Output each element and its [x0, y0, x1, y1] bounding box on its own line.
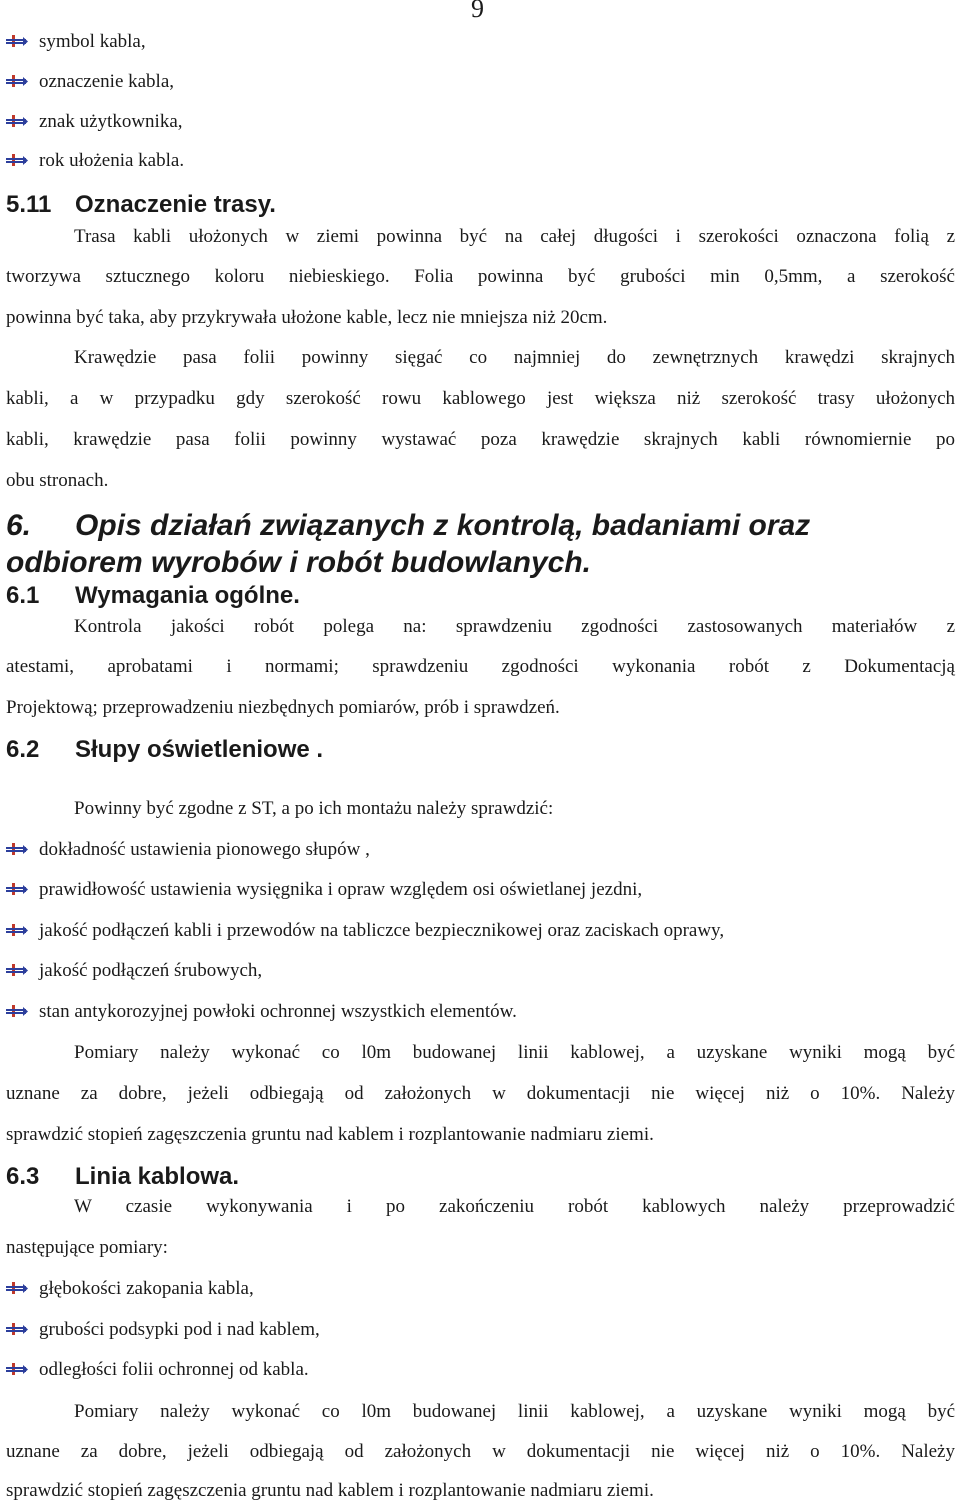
section-title: Oznaczenie trasy.	[75, 191, 276, 218]
list-item-text: rok ułożenia kabla.	[39, 150, 185, 171]
bullet-arrow-icon	[6, 841, 28, 857]
bullet-arrow-icon	[6, 881, 28, 897]
section-number: 5.11	[6, 191, 52, 218]
bullet-arrow-icon	[6, 1003, 28, 1019]
chapter-heading-6	[6, 508, 810, 544]
section-number: 6.	[6, 509, 32, 542]
bullet-arrow-icon	[6, 33, 28, 49]
section-number: 6.1	[6, 582, 40, 609]
page-number: 9	[471, 0, 484, 23]
list-item-text: symbol kabla,	[39, 31, 146, 52]
paragraph-line: W czasie wykonywania i po zakończeniu robót kablowych należy przeprowadzić	[74, 1196, 955, 1217]
bullet-arrow-icon	[6, 113, 28, 129]
bullet-arrow-icon	[6, 1361, 28, 1377]
paragraph-line: Pomiary należy wykonać co l0m budowanej linii kablowej, a uzyskane wyniki mogą być	[74, 1401, 955, 1422]
bullet-arrow-icon	[6, 73, 28, 89]
list-item-text: oznaczenie kabla,	[39, 71, 175, 92]
section-heading-6-3	[6, 1163, 239, 1191]
section-title: Słupy oświetleniowe .	[75, 736, 324, 763]
paragraph-line: powinna być taka, aby przykrywała ułożone kable, lecz nie mniejsza niż 20cm.	[6, 307, 608, 328]
paragraph-line: sprawdzić stopień zagęszczenia gruntu nad kablem i rozplantowanie nadmiaru ziemi.	[6, 1124, 654, 1145]
paragraph-line: Powinny być zgodne z ST, a po ich montażu należy sprawdzić:	[74, 798, 554, 819]
bullet-arrow-icon	[6, 922, 28, 938]
section-title: Opis działań związanych z kontrolą, badaniami oraz	[75, 509, 811, 542]
paragraph-line: uznane za dobre, jeżeli odbiegają od założonych w dokumentacji nie więcej niż o 10%. Należy	[6, 1441, 955, 1462]
paragraph-line: następujące pomiary:	[6, 1237, 168, 1258]
list-item-text: stan antykorozyjnej powłoki ochronnej wszystkich elementów.	[39, 1001, 517, 1022]
section-heading-6-2	[6, 736, 323, 764]
paragraph-line: obu stronach.	[6, 470, 109, 491]
paragraph-line: tworzywa sztucznego koloru niebieskiego. Folia powinna być grubości min 0,5mm, a szerokość	[6, 266, 955, 287]
section-heading-5-11	[6, 191, 276, 219]
paragraph-line: Trasa kabli ułożonych w ziemi powinna być na całej długości i szerokości oznaczona folią z	[74, 226, 955, 247]
paragraph-line: atestami, aprobatami i normami; sprawdzeniu zgodności wykonania robót z Dokumentacją	[6, 656, 955, 677]
paragraph-line: Krawędzie pasa folii powinny sięgać co najmniej do zewnętrznych krawędzi skrajnych	[74, 347, 955, 368]
paragraph-line: Pomiary należy wykonać co l0m budowanej linii kablowej, a uzyskane wyniki mogą być	[74, 1042, 955, 1063]
bullet-arrow-icon	[6, 1321, 28, 1337]
paragraph-line: Kontrola jakości robót polega na: sprawdzeniu zgodności zastosowanych materiałów z	[74, 616, 955, 637]
paragraph-line: sprawdzić stopień zagęszczenia gruntu nad kablem i rozplantowanie nadmiaru ziemi.	[6, 1480, 654, 1501]
paragraph-line: kabli, a w przypadku gdy szerokość rowu kablowego jest większa niż szerokość trasy ułożonych	[6, 388, 955, 409]
list-item-text: znak użytkownika,	[39, 111, 183, 132]
list-item-text: grubości podsypki pod i nad kablem,	[39, 1319, 320, 1340]
section-title: Wymagania ogólne.	[75, 582, 300, 609]
paragraph-line: Projektową; przeprowadzeniu niezbędnych pomiarów, prób i sprawdzeń.	[6, 697, 560, 718]
paragraph-line: kabli, krawędzie pasa folii powinny wystawać poza krawędzie skrajnych kabli równomiernie po	[6, 429, 955, 450]
list-item-text: głębokości zakopania kabla,	[39, 1278, 254, 1299]
chapter-heading-6-cont: odbiorem wyrobów i robót budowlanych.	[6, 546, 591, 579]
section-heading-6-1	[6, 582, 300, 610]
section-title: Linia kablowa.	[75, 1163, 240, 1190]
list-item-text: prawidłowość ustawienia wysięgnika i opraw względem osi oświetlanej jezdni,	[39, 879, 643, 900]
list-item-text: jakość podłączeń śrubowych,	[39, 960, 263, 981]
bullet-arrow-icon	[6, 152, 28, 168]
paragraph-line: uznane za dobre, jeżeli odbiegają od założonych w dokumentacji nie więcej niż o 10%. Należy	[6, 1083, 955, 1104]
bullet-arrow-icon	[6, 962, 28, 978]
section-number: 6.2	[6, 736, 40, 763]
section-number: 6.3	[6, 1163, 40, 1190]
list-item-text: dokładność ustawienia pionowego słupów ,	[39, 839, 370, 860]
bullet-arrow-icon	[6, 1280, 28, 1296]
list-item-text: odległości folii ochronnej od kabla.	[39, 1359, 309, 1380]
list-item-text: jakość podłączeń kabli i przewodów na tabliczce bezpiecznikowej oraz zaciskach oprawy,	[39, 920, 725, 941]
